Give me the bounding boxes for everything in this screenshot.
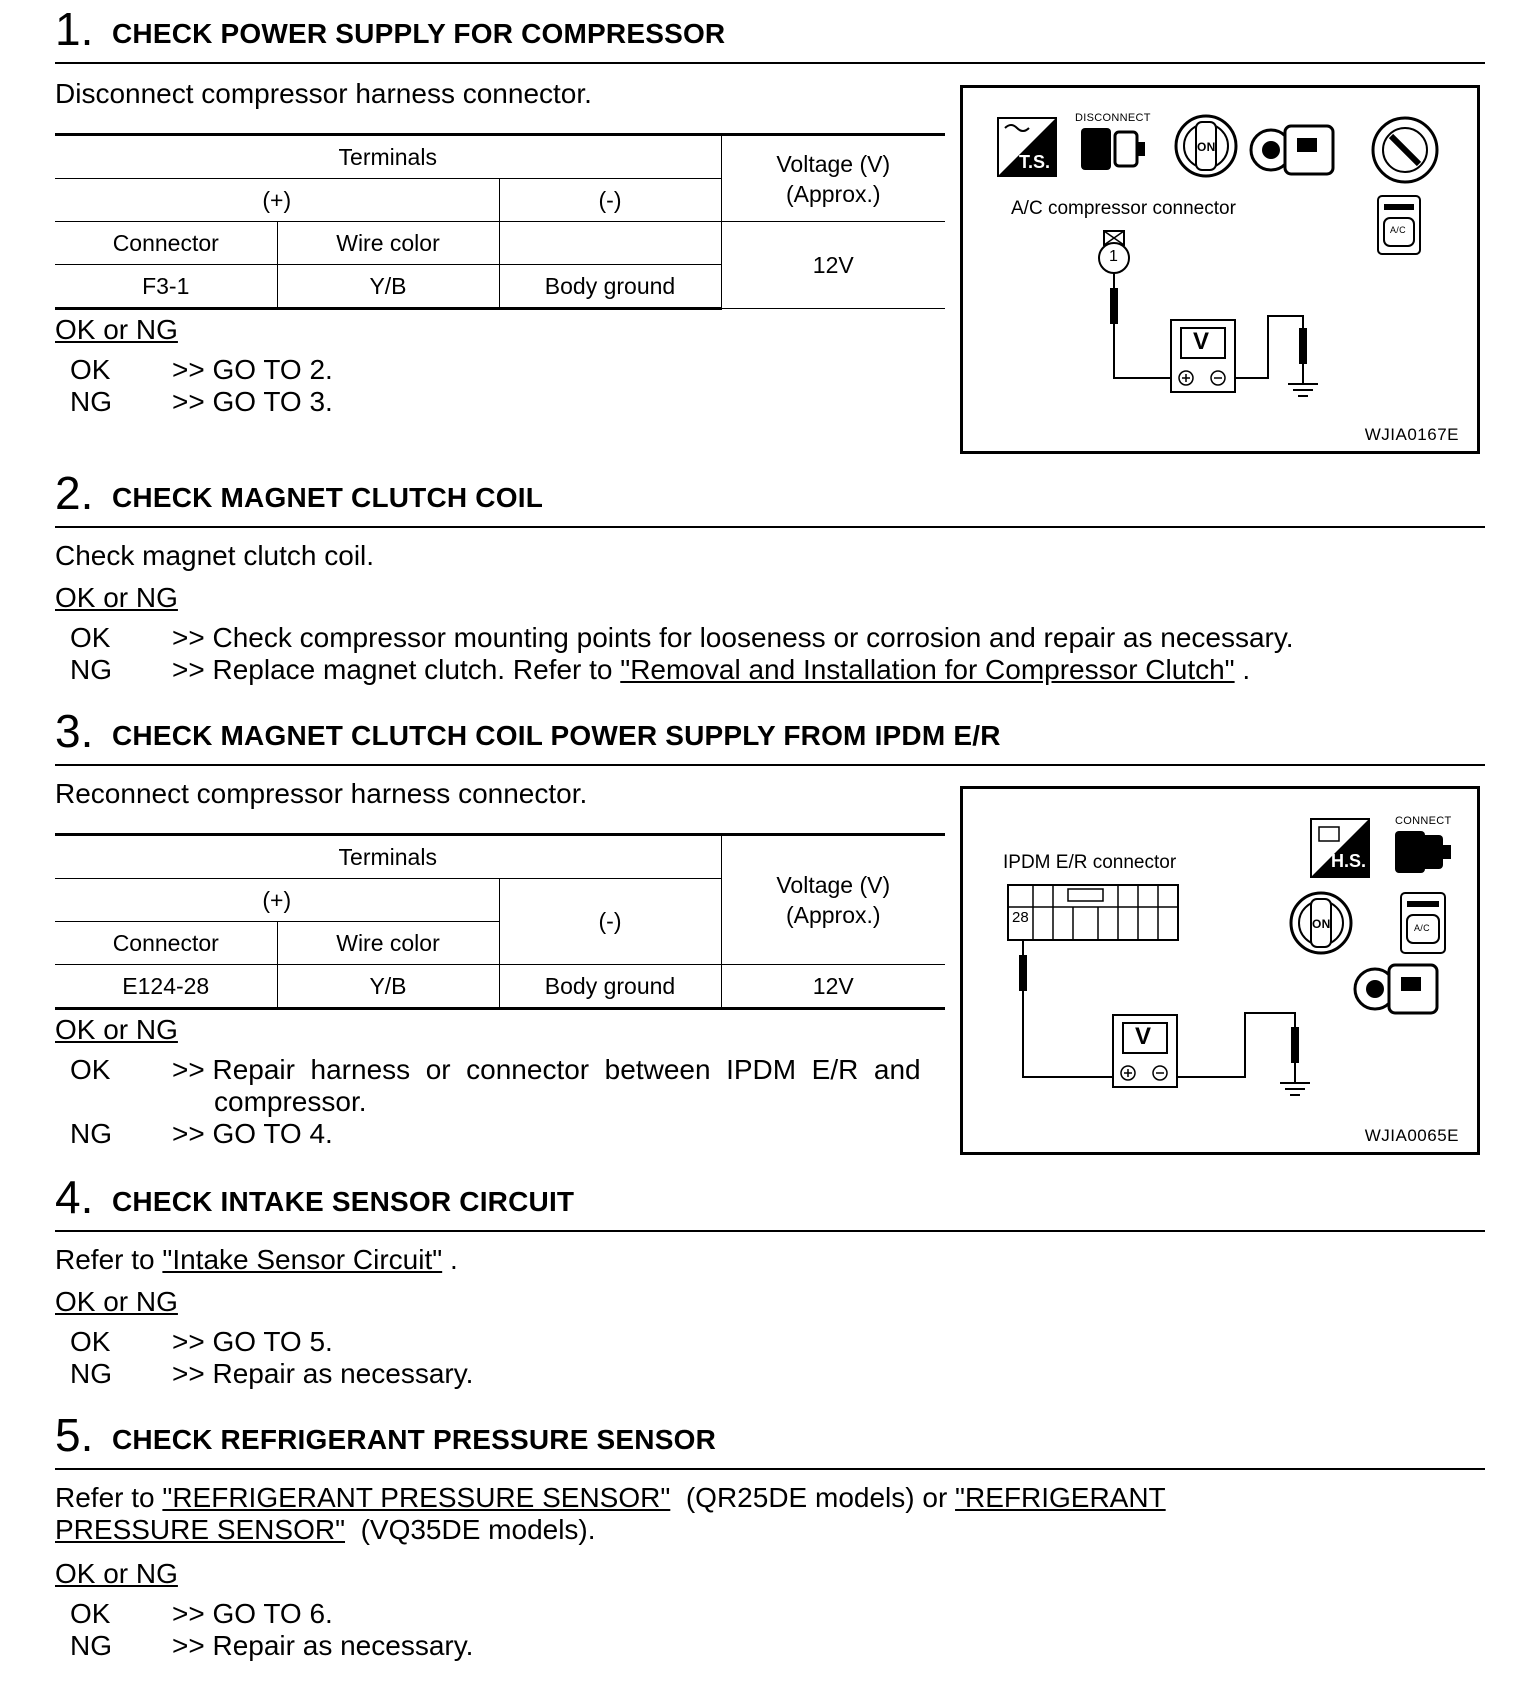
step1-ng-row: NG >> GO TO 3. [70,386,333,417]
terminals-header: Terminals [55,135,721,179]
figure1-label: A/C compressor connector [1011,198,1236,219]
figure2-code: WJIA0065E [1364,1126,1459,1145]
step5-number: 5. [55,1409,94,1461]
step3-ok-or-ng: OK or NG [55,1014,178,1045]
refrigerant-sensor-link-vq35de-cont[interactable]: PRESSURE SENSOR" [55,1514,346,1545]
step5-title: CHECK REFRIGERANT PRESSURE SENSOR [112,1424,717,1455]
voltage-header: Voltage (V) (Approx.) [721,835,945,965]
refrigerant-sensor-link-qr25de[interactable]: "REFRIGERANT PRESSURE SENSOR" [162,1482,671,1513]
step5-ng-row: NG >> Repair as necessary. [70,1630,474,1661]
step2-title: CHECK MAGNET CLUTCH COIL [112,482,543,513]
step1-number: 1. [55,3,94,55]
pin-number: 28 [1012,909,1029,926]
step3-number: 3. [55,705,94,757]
voltmeter-label: V [1193,328,1210,355]
engine-running-icon [1355,965,1437,1013]
plus-header: (+) [55,179,499,222]
intake-sensor-link[interactable]: "Intake Sensor Circuit" [162,1244,443,1275]
ts-label: T.S. [1019,152,1051,172]
wire-color-value: Y/B [277,965,499,1009]
wire-color-header: Wire color [277,922,499,965]
figure2-label: IPDM E/R connector [1003,852,1177,873]
step1-title: CHECK POWER SUPPLY FOR COMPRESSOR [112,18,726,49]
step2-ok-or-ng: OK or NG [55,582,178,613]
wire-color-value: Y/B [277,265,499,309]
step1-ok-row: OK >> GO TO 2. [70,354,333,385]
wire-color-header: Wire color [277,222,499,265]
step2-instruction: Check magnet clutch coil. [55,540,375,571]
step4-ok-row: OK >> GO TO 5. [70,1326,333,1357]
step2-number: 2. [55,467,94,519]
connector-value: F3-1 [55,265,277,309]
pin-number: 1 [1109,248,1118,265]
step2-ng-row: NG >> Replace magnet clutch. Refer to "Removal and Installation for Compressor Clutch" . [70,654,1251,685]
voltage-header: Voltage (V) (Approx.) [721,135,945,222]
voltage-value: 12V [721,222,945,309]
step5-header [55,1406,1485,1470]
ground-value: Body ground [499,965,721,1009]
ipdm-connector-block [1008,885,1178,940]
on-label: ON [1197,140,1216,154]
step5-ok-row: OK >> GO TO 6. [70,1598,333,1629]
on-label: ON [1312,917,1331,931]
ac-label: A/C [1390,225,1406,235]
step2-header [55,464,1485,528]
voltmeter-label: V [1135,1023,1152,1050]
step5-ok-or-ng: OK or NG [55,1558,178,1589]
step4-title: CHECK INTAKE SENSOR CIRCUIT [112,1186,575,1217]
hs-label: H.S. [1331,851,1367,871]
connect-connector-icon [1395,831,1451,873]
step3-ok-row-cont: compressor. [214,1086,367,1117]
plus-header: (+) [55,879,499,922]
step2-ok-row: OK >> Check compressor mounting points for looseness or corrosion and repair as necessary. [70,622,1294,653]
clutch-removal-link[interactable]: "Removal and Installation for Compressor Clutch" [620,654,1235,685]
step1-instruction: Disconnect compressor harness connector. [55,78,592,109]
disconnect-connector-icon [1081,128,1145,170]
step4-ng-row: NG >> Repair as necessary. [70,1358,474,1389]
terminals-header: Terminals [55,835,721,879]
connector-header: Connector [55,222,277,265]
step4-number: 4. [55,1171,94,1223]
voltage-value: 12V [721,965,945,1009]
step3-terminal-table [55,833,945,1010]
step1-terminal-table [55,133,945,310]
figure1-code: WJIA0167E [1364,425,1459,444]
ground-value: Body ground [499,265,721,309]
step4-ok-or-ng: OK or NG [55,1286,178,1317]
connector-value: E124-28 [55,965,277,1009]
figure-compressor-voltage-check [960,85,1480,454]
fan-dial-icon [1373,118,1437,182]
step5-reference-line2: PRESSURE SENSOR" (VQ35DE models). [55,1514,596,1545]
connect-label: CONNECT [1395,815,1452,827]
step1-header [55,0,1485,64]
step4-reference: Refer to "Intake Sensor Circuit" . [55,1244,458,1275]
refrigerant-sensor-link-vq35de[interactable]: "REFRIGERANT [955,1482,1166,1513]
figure2-drawing [963,789,1477,1152]
step3-instruction: Reconnect compressor harness connector. [55,778,588,809]
step3-ok-row: OK >> Repair harness or connector between IPDM E/R and [70,1054,921,1085]
connector-header: Connector [55,922,277,965]
step1-ok-or-ng: OK or NG [55,314,178,345]
step3-header [55,702,1485,766]
step3-title: CHECK MAGNET CLUTCH COIL POWER SUPPLY FROM IPDM E/R [112,720,1001,751]
ac-label: A/C [1414,923,1430,933]
minus-header: (-) [499,179,721,222]
minus-header: (-) [499,879,721,965]
step4-header [55,1168,1485,1232]
figure1-drawing [963,88,1477,451]
disconnect-label: DISCONNECT [1075,112,1151,124]
figure-ipdm-voltage-check [960,786,1480,1155]
step3-ng-row: NG >> GO TO 4. [70,1118,333,1149]
engine-running-icon [1251,126,1333,174]
step5-reference-line1: Refer to "REFRIGERANT PRESSURE SENSOR" (QR25DE models) or "REFRIGERANT [55,1482,1166,1513]
